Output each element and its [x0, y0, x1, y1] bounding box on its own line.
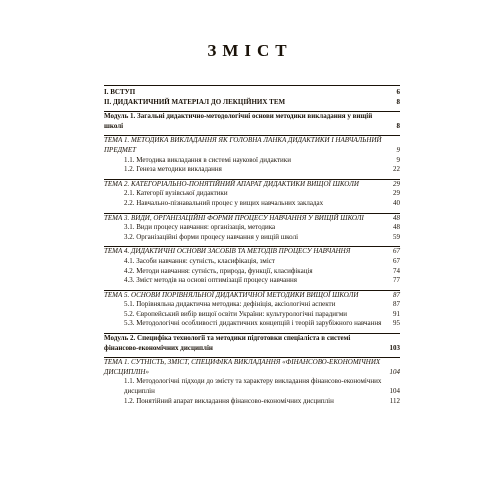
- toc-entry-page: 8: [396, 121, 400, 130]
- toc-entry-text: 5.3. Методологічні особливості дидактичних концепцій і теорій зарубіжного навчання: [124, 319, 382, 328]
- toc-entry-text: І. ВСТУП: [104, 88, 136, 96]
- toc-theme[interactable]: [104, 357, 400, 377]
- toc-entry-page: 40: [393, 198, 400, 207]
- table-of-contents: [104, 85, 400, 406]
- toc-entry-page: 22: [393, 165, 400, 174]
- toc-entry-page: 8: [396, 97, 400, 106]
- toc-subentry[interactable]: [104, 233, 400, 243]
- toc-entry-text: 4.1. Засоби навчання: сутність, класифікація, зміст: [124, 256, 275, 265]
- toc-entry-text: 5.2. Європейський вибір вищої освіти України: культурологічні парадигми: [124, 309, 348, 318]
- toc-entry-page: 9: [396, 155, 400, 164]
- toc-entry-page: 48: [393, 213, 400, 222]
- toc-entry-text: 1.1. Методика викладання в системі наукової дидактики: [124, 155, 291, 164]
- toc-entry-page: 67: [393, 256, 400, 265]
- toc-entry-page: 104: [389, 387, 400, 396]
- toc-entry-page: 9: [396, 145, 400, 154]
- toc-entry-page: 95: [393, 319, 400, 328]
- toc-entry-page: 77: [393, 276, 400, 285]
- toc-module[interactable]: [104, 333, 400, 353]
- toc-entry-page: 87: [393, 290, 400, 299]
- toc-entry-text: ТЕМА 1. СУТНІСТЬ, ЗМІСТ, СПЕЦИФІКА ВИКЛАДАННЯ «ФІНАНСОВО-ЕКОНОМІЧНИХ ДИСЦИПЛІН»: [104, 358, 381, 376]
- toc-subentry[interactable]: [104, 267, 400, 277]
- toc-entry-page: 91: [393, 309, 400, 318]
- toc-subentry[interactable]: [104, 199, 400, 209]
- toc-theme[interactable]: [104, 290, 400, 301]
- toc-entry-page: 104: [389, 367, 400, 376]
- page-title: ЗМІСТ: [207, 41, 293, 60]
- toc-entry[interactable]: [104, 98, 400, 108]
- toc-subentry[interactable]: [104, 319, 400, 329]
- toc-subentry[interactable]: [104, 223, 400, 233]
- toc-entry-page: 59: [393, 232, 400, 241]
- toc-theme[interactable]: [104, 213, 400, 224]
- toc-theme[interactable]: [104, 179, 400, 190]
- toc-entry-text: Модуль 2. Специфіка технології та методики підготовки спеціаліста в системі фінансово-економічних дисциплін: [104, 334, 351, 352]
- toc-subentry[interactable]: [104, 397, 400, 407]
- toc-subentry[interactable]: [104, 189, 400, 199]
- toc-entry-text: 1.1. Методологічні підходи до змісту та характеру викладання фінансово-економічних дисциплін: [124, 377, 382, 396]
- toc-entry-text: 3.1. Види процесу навчання: організація, методика: [124, 223, 276, 232]
- toc-subentry[interactable]: [104, 165, 400, 175]
- toc-entry-page: 103: [389, 343, 400, 352]
- toc-entry-text: 1.2. Генеза методики викладання: [124, 165, 222, 174]
- toc-entry-text: ТЕМА 1. МЕТОДИКА ВИКЛАДАННЯ ЯК ГОЛОВНА ЛАНКА ДИДАКТИКИ І НАВЧАЛЬНИЙ ПРЕДМЕТ: [104, 136, 382, 154]
- toc-entry-page: 74: [393, 266, 400, 275]
- toc-entry-text: 4.2. Методи навчання: сутність, природа, функції, класифікація: [124, 266, 313, 275]
- toc-entry-page: 112: [389, 396, 400, 405]
- toc-theme[interactable]: [104, 135, 400, 155]
- toc-entry-text: ТЕМА 4. ДИДАКТИЧНІ ОСНОВИ ЗАСОБІВ ТА МЕТОДІВ ПРОЦЕСУ НАВЧАННЯ: [104, 247, 351, 256]
- toc-entry-text: Модуль 1. Загальні дидактично-методологічні основи методики викладання у вищій школі: [104, 112, 373, 130]
- toc-subentry[interactable]: [104, 377, 400, 396]
- toc-entry-page: 87: [393, 300, 400, 309]
- toc-entry-page: 67: [393, 247, 400, 256]
- toc-subentry[interactable]: [104, 300, 400, 310]
- toc-entry-text: 5.1. Порівняльна дидактична методика: дефініція, аксіологічні аспекти: [124, 300, 336, 309]
- toc-entry-page: 29: [393, 179, 400, 188]
- toc-entry-text: 2.2. Навчально-пізнавальний процес у вищих навчальних закладах: [124, 198, 324, 207]
- toc-entry-text: 4.3. Зміст методів на основі оптимізації процесу навчання: [124, 276, 297, 285]
- toc-subentry[interactable]: [104, 276, 400, 286]
- toc-entry[interactable]: [104, 88, 400, 98]
- toc-entry-text: ТЕМА 3. ВИДИ, ОРГАНІЗАЦІЙНІ ФОРМИ ПРОЦЕСУ НАВЧАННЯ У ВИЩІЙ ШКОЛІ: [104, 213, 364, 222]
- toc-entry-text: ТЕМА 5. ОСНОВИ ПОРІВНЯЛЬНОЇ ДИДАКТИЧНОЇ МЕТОДИКИ ВИЩОЇ ШКОЛИ: [104, 290, 359, 299]
- toc-subentry[interactable]: [104, 310, 400, 320]
- toc-entry-page: 48: [393, 223, 400, 232]
- toc-subentry[interactable]: [104, 257, 400, 267]
- toc-entry-text: 2.1. Категорії вузівської дидактики: [124, 189, 228, 198]
- toc-entry-text: 1.2. Понятійний апарат викладання фінансово-економічних дисциплін: [124, 396, 334, 405]
- toc-subentry[interactable]: [104, 156, 400, 166]
- toc-entry-text: ІІ. ДИДАКТИЧНИЙ МАТЕРІАЛ ДО ЛЕКЦІЙНИХ ТЕМ: [104, 97, 286, 106]
- toc-entry-text: 3.2. Організаційні форми процесу навчання у вищій школі: [124, 232, 299, 241]
- toc-entry-text: ТЕМА 2. КАТЕГОРІАЛЬНО-ПОНЯТІЙНИЙ АПАРАТ ДИДАКТИКИ ВИЩОЇ ШКОЛИ: [104, 179, 359, 188]
- toc-entry-page: 29: [393, 189, 400, 198]
- toc-module[interactable]: [104, 111, 400, 131]
- toc-theme[interactable]: [104, 246, 400, 257]
- toc-entry-page: 6: [396, 88, 400, 96]
